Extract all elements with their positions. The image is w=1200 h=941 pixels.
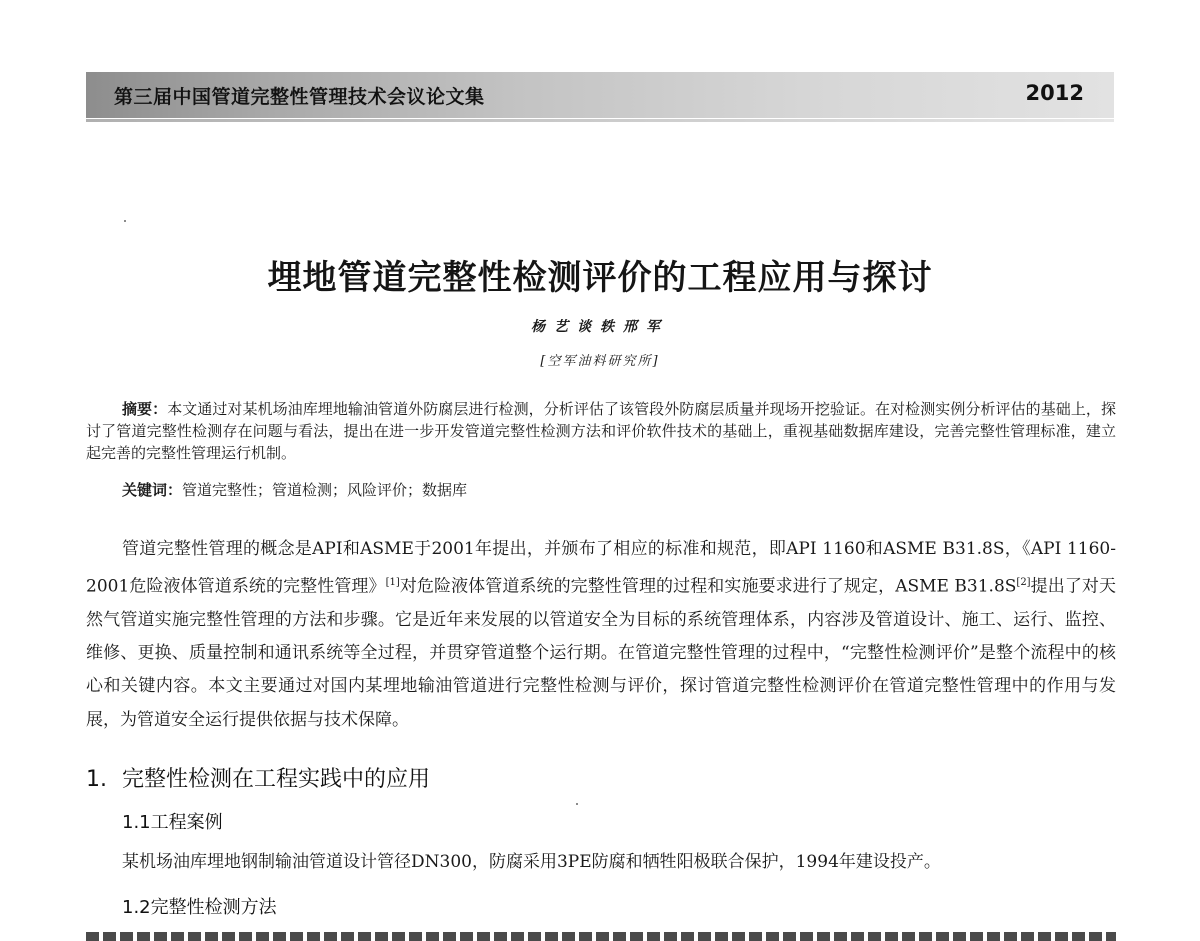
section-1-heading [86,762,430,793]
scan-speck [576,803,578,805]
subsection-1-1-text: 某机场油库埋地钢制输油管道设计管径DN300，防腐采用3PE防腐和牺牲阳极联合保护，1994年建设投产。 [122,852,941,872]
journal-year: 2012 [1025,81,1084,105]
subsection-1-2-heading: 1.2完整性检测方法 [122,897,277,918]
citation-ref-2[interactable]: [2] [1016,577,1031,589]
intro-part3: 提出了对天然气管道实施完整性管理的方法和步骤。它是近年来发展的以管道安全为目标的系统管理体系，内容涉及管道设计、施工、运行、监控、维修、更换、质量控制和通讯系统等全过程，并贯穿管道整个运行期。在管道完整性管理的过程中，“完整性检测评价”是整个流程中的核心和关键内容。本文主要通过对国内某埋地输油管道进行完整性检测与评价，探讨管道完整性检测评价在管道完整性管理中的作用与发展，为管道安全运行提供依据与技术保障。 [86,576,1117,730]
cutoff-text-glyphs [86,932,1116,941]
abstract [86,398,1116,464]
citation-ref-1[interactable]: [1] [385,577,400,589]
intro-part1: 管道完整性管理的概念是API和ASME于2001年提出，并颁布了相应的标准和规范，即API 1160和ASME B31.8S，《API 1160-2001危险液体管道系统的完整性管理》 [86,539,1116,597]
abstract-text: 本文通过对某机场油库埋地输油管道外防腐层进行检测，分析评估了该管段外防腐层质量并现场开挖验证。在对检测实例分析评估的基础上，探讨了管道完整性检测存在问题与看法，提出在进一步开发管道完整性检测方法和评价软件技术的基础上，重视基础数据库建设，完善完整性管理标准，建立起完善的完整性管理运行机制。 [86,400,1116,462]
introduction-paragraph [86,533,1116,737]
intro-part2: 对危险液体管道系统的完整性管理的过程和实施要求进行了规定，ASME B31.8S [399,576,1017,597]
keywords [122,479,467,501]
journal-title: 第三届中国管道完整性管理技术会议论文集 [114,86,485,108]
keywords-label: 关键词： [122,481,183,499]
running-header [86,72,1114,118]
abstract-label: 摘要： [122,400,168,418]
keywords-text: 管道完整性；管道检测；风险评价；数据库 [182,481,468,499]
authors: 杨艺谈轶邢军 [531,319,669,335]
paper-title: 埋地管道完整性检测评价的工程应用与探讨 [267,258,933,298]
section-title: 完整性检测在工程实践中的应用 [122,767,431,792]
affiliation: [空军油料研究所] [540,354,660,369]
scan-speck [124,220,126,222]
subsection-1-1-heading: 1.1工程案例 [122,812,223,833]
truncated-next-line [86,930,1116,941]
section-number: 1. [86,767,107,792]
